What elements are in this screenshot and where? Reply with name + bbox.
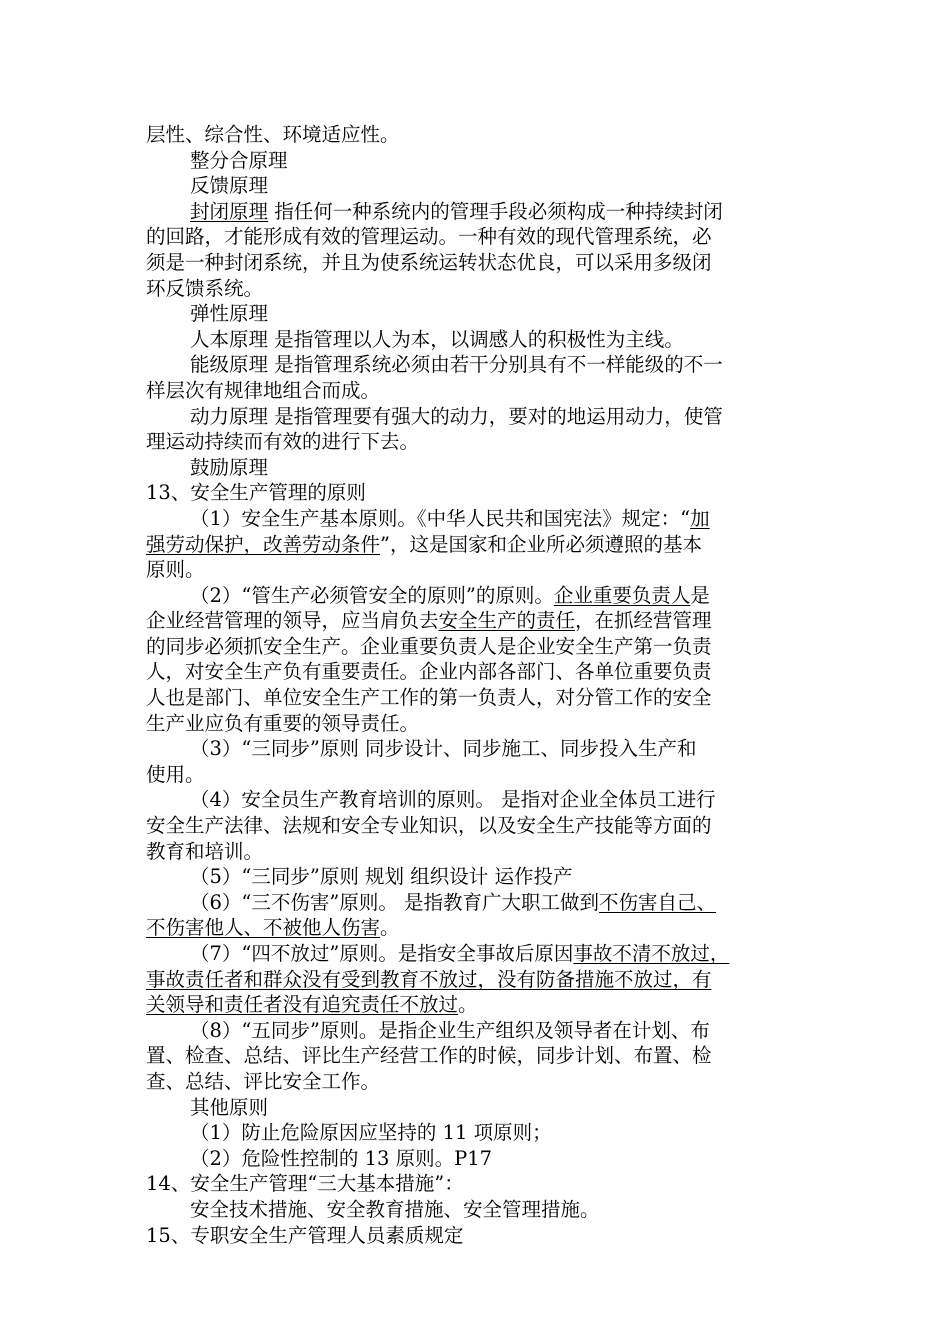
text-line [146,148,808,174]
text-line [146,762,808,788]
text-segment: 其他原则 [190,1095,269,1119]
text-segment: （7）“四不放过”原则。是指安全事故后原因 [190,942,574,965]
text-segment: 原则。 [146,558,205,582]
text-line [146,276,808,302]
text-segment: （1）安全生产基本原则。《中华人民共和国宪法》规定：“ [190,506,691,530]
text-segment: 整分合原理 [190,148,288,172]
text-segment: 弹性原理 [190,302,269,326]
underlined-text: 关领导和责任者没有追究责任不放过 [146,993,459,1017]
text-segment: 人，对安全生产负有重要责任。企业内部各部门、各单位重要负责 [146,660,712,684]
text-segment: 反馈原理 [190,174,269,198]
underlined-text: 事故不清不放过， [573,942,730,965]
text-segment: 。 [458,993,478,1017]
text-segment: （2）“管生产必须管安全的原则”的原则。 [190,583,554,607]
text-line [146,608,808,634]
text-line [146,1120,808,1146]
text-line [146,1095,808,1121]
text-line [146,250,808,276]
text-segment: 安全技术措施、安全教育措施、安全管理措施。 [190,1197,600,1221]
text-line [146,455,808,481]
text-line [146,122,808,148]
text-line [146,992,808,1018]
text-segment: 置、检查、总结、评比生产经营工作的时候，同步计划、布置、检 [146,1044,712,1068]
text-segment: 。 [380,916,400,940]
text-line [146,915,808,941]
text-segment: 能级原理 是指管理系统必须由若干分别具有不一样能级的不一 [190,353,723,377]
text-segment: 是 [690,583,710,607]
text-line [146,301,808,327]
text-line [146,890,808,916]
underlined-text: 强劳动保护，改善劳动条件 [146,532,381,556]
underlined-text: 事故责任者和群众没有受到教育不放过，没有防备措施不放过，有 [146,967,712,991]
text-segment: 环反馈系统。 [146,276,264,300]
text-line [146,378,808,404]
text-line [146,480,808,506]
text-segment: 指任何一种系统内的管理手段必须构成一种持续封闭 [268,199,723,223]
text-line [146,173,808,199]
text-segment: （8）“五同步”原则。是指企业生产组织及领导者在计划、布 [190,1018,710,1042]
text-line [146,327,808,353]
text-segment: （1）防止危险原因应坚持的 11 项原则； [190,1121,552,1145]
underlined-text: 安全生产的责任 [438,609,576,633]
underlined-text: 不伤害他人、不被他人伤害 [146,916,381,940]
text-segment: 须是一种封闭系统，并且为使系统运转状态优良，可以采用多级闭 [146,250,712,274]
text-segment: ，在抓经营管理 [575,609,712,633]
text-line [146,711,808,737]
text-line [146,839,808,865]
underlined-text: 不伤害自己、 [599,890,717,914]
underlined-text: 封闭原理 [190,199,269,223]
text-line [146,199,808,225]
underlined-text: 加 [690,506,710,530]
document-body [146,122,808,1248]
text-line [146,659,808,685]
underlined-text: 企业重要负责人 [553,583,691,607]
text-segment: 样层次有规律地组合而成。 [146,378,381,402]
text-segment: 教育和培训。 [146,839,264,863]
text-segment: 生产业应负有重要的领导责任。 [146,711,420,735]
text-segment: ”，这是国家和企业所必须遵照的基本 [380,532,702,556]
text-segment: 理运动持续而有效的进行下去。 [146,430,420,454]
text-segment: 层性、综合性、环境适应性。 [146,123,400,146]
text-line [146,429,808,455]
text-segment: （6）“三不伤害”原则。 是指教育广大职工做到 [190,890,600,914]
text-line [146,1069,808,1095]
text-segment: 的同步必须抓安全生产。企业重要负责人是企业安全生产第一负责 [146,634,712,658]
text-segment: 企业经营管理的领导，应当肩负去 [146,609,439,633]
text-segment: 13、安全生产管理的原则 [146,481,366,505]
text-line [146,352,808,378]
text-line [146,967,808,993]
text-line [146,1018,808,1044]
text-line [146,532,808,558]
text-line [146,506,808,532]
text-segment: （2）危险性控制的 13 原则。P17 [190,1146,493,1170]
text-segment: 安全生产法律、法规和安全专业知识，以及安全生产技能等方面的 [146,814,712,838]
text-segment: 使用。 [146,762,205,786]
text-segment: （4）安全员生产教育培训的原则。 是指对企业全体员工进行 [190,788,716,812]
text-line [146,736,808,762]
text-segment: 动力原理 是指管理要有强大的动力，要对的地运用动力，使管 [190,404,723,428]
text-line [146,1223,808,1249]
text-line [146,583,808,609]
text-line [146,787,808,813]
text-line [146,941,808,967]
text-segment: 人本原理 是指管理以人为本，以调感人的积极性为主线。 [190,327,684,351]
text-segment: 14、安全生产管理“三大基本措施”： [146,1172,464,1196]
text-segment: 查、总结、评比安全工作。 [146,1069,381,1093]
text-line [146,1171,808,1197]
text-line [146,813,808,839]
text-segment: 的回路，才能形成有效的管理运动。一种有效的现代管理系统，必 [146,225,712,249]
text-segment: （5）“三同步”原则 规划 组织设计 运作投产 [190,865,573,889]
text-segment: 人也是部门、单位安全生产工作的第一负责人，对分管工作的安全 [146,686,712,710]
text-segment: 15、专职安全生产管理人员素质规定 [146,1223,464,1247]
text-line [146,1197,808,1223]
text-line [146,864,808,890]
text-line [146,404,808,430]
text-line [146,1146,808,1172]
text-segment: （3）“三同步”原则 同步设计、同步施工、同步投入生产和 [190,737,697,761]
text-line [146,685,808,711]
text-segment: 鼓励原理 [190,455,269,479]
text-line [146,557,808,583]
text-line [146,1043,808,1069]
text-line [146,224,808,250]
text-line [146,634,808,660]
